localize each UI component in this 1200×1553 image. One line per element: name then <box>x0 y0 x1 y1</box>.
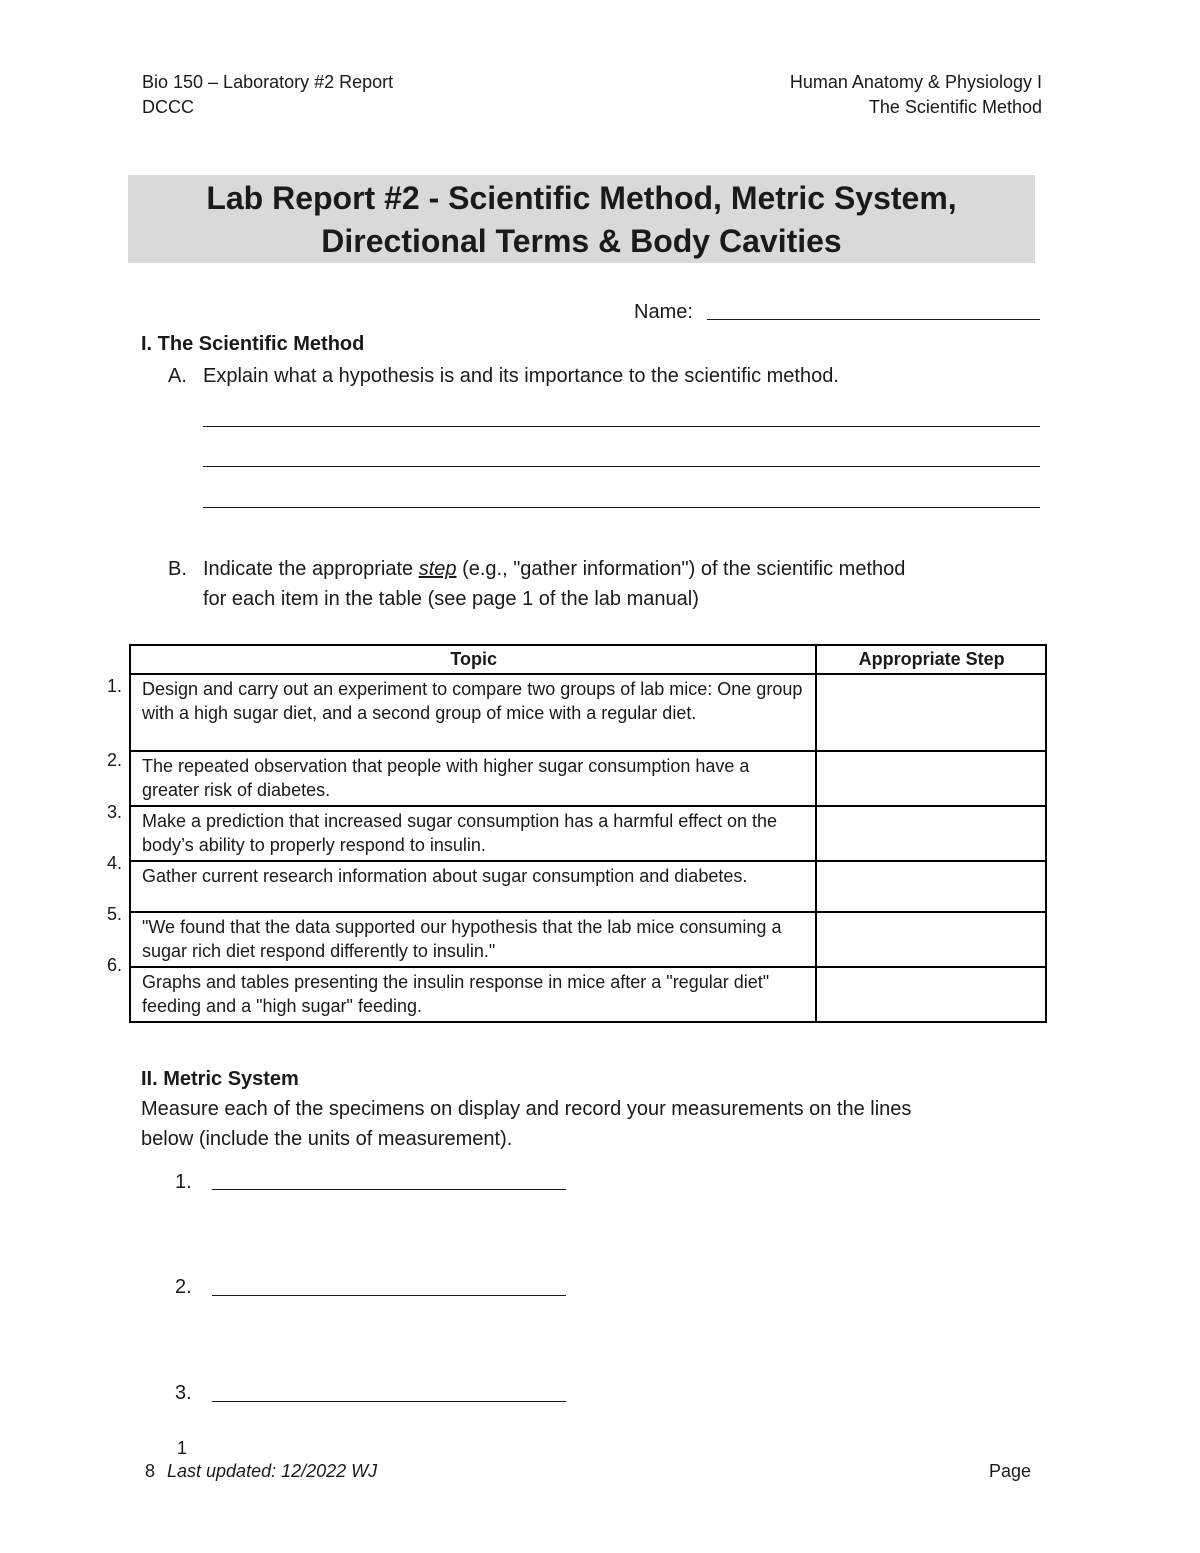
topic-cell: The repeated observation that people with higher sugar consumption have a greater risk of diabetes. <box>130 751 816 806</box>
row-number: 6. <box>106 955 122 975</box>
header-topic: The Scientific Method <box>868 97 1042 117</box>
topic-cell: Gather current research information about sugar consumption and diabetes. <box>130 861 816 912</box>
page-number-footer: 8 <box>145 1461 156 1481</box>
section-2-heading: II. Metric System <box>141 1068 299 1090</box>
item-a-text: Explain what a hypothesis is and its importance to the scientific method. <box>203 365 839 387</box>
page-label: Page <box>989 1461 1032 1481</box>
name-label: Name: <box>634 301 693 323</box>
steps-table <box>129 644 1047 1023</box>
header-school: DCCC <box>142 97 194 117</box>
section-2-text-line2: below (include the units of measurement). <box>141 1128 513 1150</box>
section-1-heading: I. The Scientific Method <box>141 333 365 355</box>
step-answer-cell[interactable] <box>816 674 1046 751</box>
measurement-line[interactable] <box>212 1401 566 1402</box>
item-b-text-pre: Indicate the appropriate <box>203 558 419 580</box>
row-number: 1. <box>106 676 122 696</box>
step-answer-cell[interactable] <box>816 967 1046 1022</box>
page-number: 1 <box>177 1438 188 1458</box>
title-line-1: Lab Report #2 - Scientific Method, Metric System, <box>206 180 957 216</box>
row-number: 2. <box>106 750 122 770</box>
last-updated: Last updated: 12/2022 WJ <box>167 1461 378 1481</box>
answer-line[interactable] <box>203 466 1040 467</box>
section-2-text-line1: Measure each of the specimens on display and record your measurements on the lines <box>141 1098 912 1120</box>
table-row <box>130 806 1046 861</box>
measure-item-number: 2. <box>175 1276 192 1298</box>
table-row <box>130 967 1046 1022</box>
row-number: 5. <box>106 904 122 924</box>
row-number: 4. <box>106 853 122 873</box>
answer-line[interactable] <box>203 507 1040 508</box>
measurement-line[interactable] <box>212 1189 566 1190</box>
name-field-line[interactable] <box>707 319 1040 320</box>
measurement-line[interactable] <box>212 1295 566 1296</box>
topic-cell: Design and carry out an experiment to compare two groups of lab mice: One group with a high sugar diet, and a second group of mice with a regular diet. <box>130 674 816 751</box>
col-step-header: Appropriate Step <box>816 645 1046 674</box>
answer-line[interactable] <box>203 426 1040 427</box>
table-row <box>130 751 1046 806</box>
topic-cell: Make a prediction that increased sugar consumption has a harmful effect on the body’s ability to properly respond to insulin. <box>130 806 816 861</box>
table-row <box>130 912 1046 967</box>
table-header-row <box>130 645 1046 674</box>
measure-item-number: 3. <box>175 1382 192 1404</box>
header-subject: Human Anatomy & Physiology I <box>789 72 1042 92</box>
col-topic-header: Topic <box>130 645 816 674</box>
table-row <box>130 674 1046 751</box>
step-answer-cell[interactable] <box>816 912 1046 967</box>
topic-cell: "We found that the data supported our hypothesis that the lab mice consuming a sugar rich diet respond differently to insulin." <box>130 912 816 967</box>
step-answer-cell[interactable] <box>816 751 1046 806</box>
item-b-text-post: (e.g., "gather information") of the scientific method <box>456 558 906 580</box>
row-number: 3. <box>106 802 122 822</box>
step-answer-cell[interactable] <box>816 861 1046 912</box>
header-course: Bio 150 – Laboratory #2 Report <box>142 72 394 92</box>
item-b-step-word: step <box>418 558 457 580</box>
title-box <box>128 175 1035 263</box>
item-b-text <box>203 554 905 584</box>
topic-cell: Graphs and tables presenting the insulin response in mice after a "regular diet" feeding and a "high sugar" feeding. <box>130 967 816 1022</box>
measure-item-number: 1. <box>175 1171 192 1193</box>
item-a-label: A. <box>168 365 187 387</box>
table-row <box>130 861 1046 912</box>
step-answer-cell[interactable] <box>816 806 1046 861</box>
item-b-label: B. <box>168 558 187 580</box>
title-line-2: Directional Terms & Body Cavities <box>321 223 842 259</box>
item-b-text-line2: for each item in the table (see page 1 of the lab manual) <box>203 588 699 610</box>
